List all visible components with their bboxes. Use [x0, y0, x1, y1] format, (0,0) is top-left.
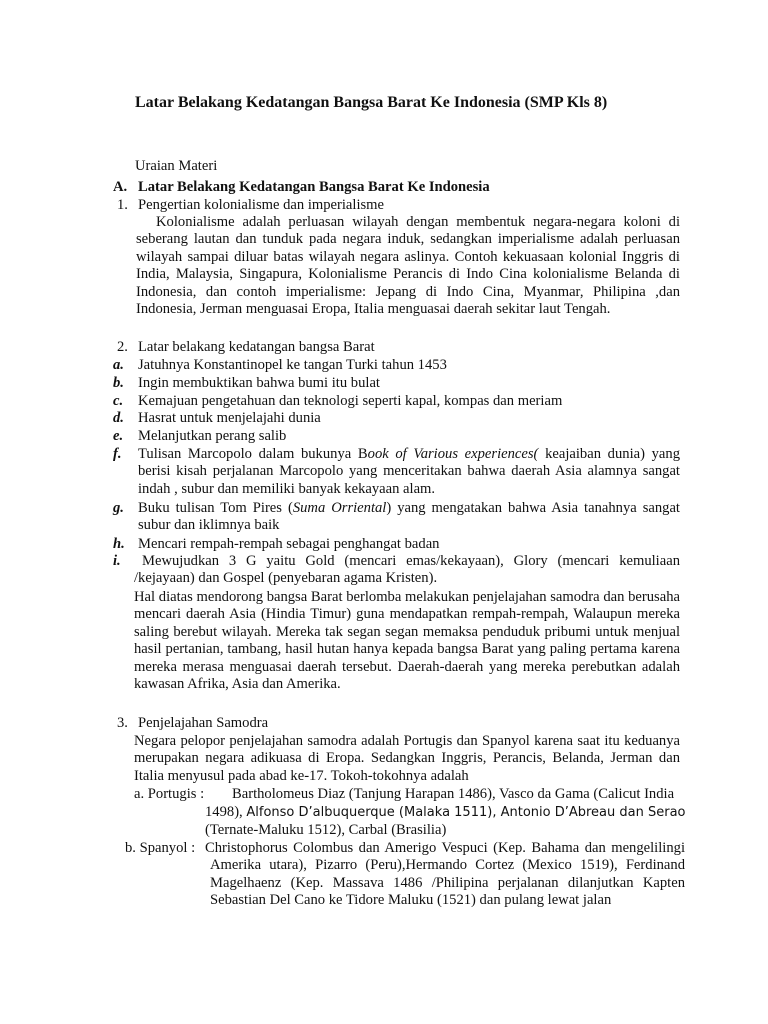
- list-item-f: [138, 446, 680, 498]
- list-marker-g: g.: [113, 500, 124, 516]
- list-item-g-pre: Buku tulisan Tom Pires (: [138, 500, 293, 516]
- list-item-f-post: keajaiban dunia) yang berisi kisah perjalanan Marcopolo yang menceritakan bahwa daerah Asia alamnya sangat indah , subur dan memiliki banyak kekayaan alam.: [138, 446, 680, 497]
- list-marker-i: i.: [113, 553, 121, 569]
- portugis-line2-year: 1498),: [205, 804, 243, 820]
- spanyol-text: Christophorus Colombus dan Amerigo Vespuci (Kep. Bahama dan mengelilingi Amerika utara), Pizarro (Peru),Hermando Cortez (Mexico 1519), Ferdinand Magelhaenz (Kep. Massava 1486 /Philipina perjalanan dilanjutkan Kapten Sebastian Del Cano ke Tidore Maluku (1521) dan pulang lewat jalan: [205, 840, 685, 909]
- list-item-d: Hasrat untuk menjelajahi dunia: [138, 410, 321, 426]
- list-item-h: Mencari rempah-rempah sebagai penghangat badan: [138, 536, 440, 552]
- page-title: Latar Belakang Kedatangan Bangsa Barat Ke Indonesia (SMP Kls 8): [135, 94, 608, 111]
- list-item-a: Jatuhnya Konstantinopel ke tangan Turki tahun 1453: [138, 357, 447, 373]
- list-item-c: Kemajuan pengetahuan dan teknologi seperti kapal, kompas dan meriam: [138, 393, 563, 409]
- portugis-label: a. Portugis :: [134, 786, 205, 802]
- portugis-line2: [205, 804, 686, 821]
- item1-marker: 1.: [117, 197, 128, 213]
- portugis-line2-names: Alfonso D’albuquerque (Malaka 1511), Antonio D’Abreau dan Serao: [246, 805, 686, 820]
- item3-paragraph: Negara pelopor penjelajahan samodra adalah Portugis dan Spanyol karena saat itu keduanya merupakan negara adikuasa di Eropa. Sedangkan Inggris, Perancis, Belanda, Jerman dan Italia menyusul pada abad ke-17. Tokoh-tokohnya adalah: [134, 733, 680, 784]
- list-marker-e: e.: [113, 428, 124, 444]
- list-marker-d: d.: [113, 410, 124, 426]
- item2-marker: 2.: [117, 339, 128, 355]
- list-marker-b: b.: [113, 375, 124, 391]
- list-item-g-post: ) yang mengatakan bahwa Asia tanahnya sangat subur dan iklimnya baik: [138, 500, 680, 534]
- list-item-f-book-title: ook of Various experiences(: [367, 446, 539, 462]
- item2-paragraph: Hal diatas mendorong bangsa Barat berlomba melakukan penjelajahan samodra dan berusaha mencari daerah Asia (Hindia Timur) guna mendapatkan rempah-rempah, Walaupun mereka saling berebut wilayah. Mereka tak segan segan memaksa penduduk pribumi untuk menjual hasil pertanian, tambang, hasil hutan hanya kepada bangsa Barat yang paling pertama karena mereka merasa menguasai daerah tersebut. Daerah-daerah yang mereka perebutkan adalah kawasan Afrika, Asia dan Amerika.: [134, 589, 680, 693]
- list-marker-a: a.: [113, 357, 124, 373]
- item2-heading: Latar belakang kedatangan bangsa Barat: [138, 339, 375, 355]
- item3-marker: 3.: [117, 715, 128, 731]
- list-item-f-pre: Tulisan Marcopolo dalam bukunya B: [138, 446, 368, 462]
- portugis-line3: (Ternate-Maluku 1512), Carbal (Brasilia): [205, 822, 447, 838]
- item1-paragraph: Kolonialisme adalah perluasan wilayah dengan membentuk negara-negara koloni di seberang lautan dan tunduk pada negara induk, sedangkan imperialisme adalah perluasan wilayah sampai diluar batas wilayah negara aslinya. Contoh kekuasaan kolonial Inggris di India, Malaysia, Singapura, Kolonialisme Perancis di Indo Cina kolonialisme Belanda di Indonesia, dan contoh imperialisme: Jepang di Indo Cina, Myanmar, Philipina ,dan Indonesia, Jerman menguasai Eropa, Italia menguasai daerah sekitar laut Tengah.: [136, 214, 680, 318]
- portugis-line1: Bartholomeus Diaz (Tanjung Harapan 1486), Vasco da Gama (Calicut India: [232, 786, 675, 802]
- section-a-heading: Latar Belakang Kedatangan Bangsa Barat Ke Indonesia: [138, 179, 490, 195]
- list-item-i: Mewujudkan 3 G yaitu Gold (mencari emas/kekayaan), Glory (mencari kemuliaan /kejayaan) dan Gospel (penyebaran agama Kristen).: [134, 553, 680, 587]
- item1-heading: Pengertian kolonialisme dan imperialisme: [138, 197, 385, 213]
- spanyol-label: b. Spanyol :: [125, 840, 196, 856]
- item3-heading: Penjelajahan Samodra: [138, 715, 269, 731]
- list-item-g-book-title: Suma Orriental: [292, 500, 387, 516]
- list-marker-f: f.: [113, 446, 122, 462]
- list-item-e: Melanjutkan perang salib: [138, 428, 287, 444]
- list-marker-h: h.: [113, 536, 125, 552]
- list-item-b: Ingin membuktikan bahwa bumi itu bulat: [138, 375, 380, 391]
- section-a-marker: A.: [113, 179, 128, 195]
- uraian-materi-label: Uraian Materi: [135, 158, 218, 174]
- list-item-g: [138, 500, 680, 535]
- list-marker-c: c.: [113, 393, 124, 409]
